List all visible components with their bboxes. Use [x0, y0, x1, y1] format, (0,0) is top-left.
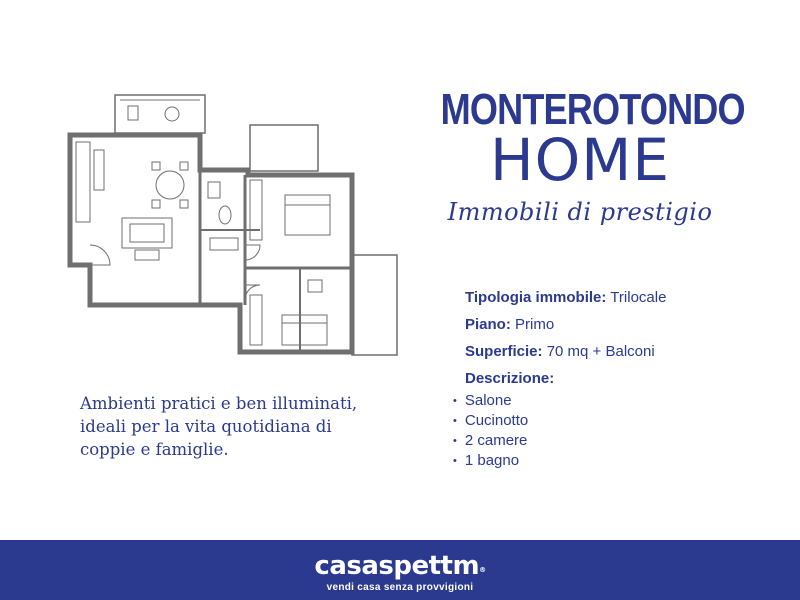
floor-plan-image: [60, 90, 410, 360]
footer-logo-text: casaspettm: [314, 551, 480, 581]
property-details: [465, 288, 775, 471]
brand-subtitle: HOME: [490, 126, 670, 194]
brand-title: MONTEROTONDO: [440, 85, 745, 134]
list-item: • Salone: [453, 391, 775, 411]
description-blurb: Ambienti pratici e ben illuminati, ideali per la vita quotidiana di coppie e famiglie.: [80, 394, 358, 459]
list-item: • 1 bagno: [453, 451, 775, 471]
footer-tagline: vendi casa senza provvigioni: [326, 582, 474, 593]
description-title: Descrizione:: [465, 370, 555, 387]
list-item: • Cucinotto: [453, 411, 775, 431]
detail-value: 70 mq + Balconi: [542, 343, 655, 360]
feature-list: [453, 391, 775, 471]
brand-block: [410, 85, 750, 226]
footer-bar: [0, 540, 800, 600]
detail-value: Primo: [510, 316, 555, 333]
registered-mark: ®: [479, 566, 486, 574]
brand-tagline: Immobili di prestigio: [447, 198, 713, 226]
detail-label: Tipologia immobile:: [465, 289, 607, 306]
detail-label: Piano:: [465, 316, 511, 333]
detail-label: Superficie:: [465, 343, 543, 360]
detail-piano: [465, 315, 775, 342]
list-item: • 2 camere: [453, 431, 775, 451]
detail-value: Trilocale: [606, 289, 667, 306]
footer-logo: [0, 552, 800, 580]
detail-tipologia: [465, 288, 775, 315]
detail-superficie: [465, 342, 775, 369]
